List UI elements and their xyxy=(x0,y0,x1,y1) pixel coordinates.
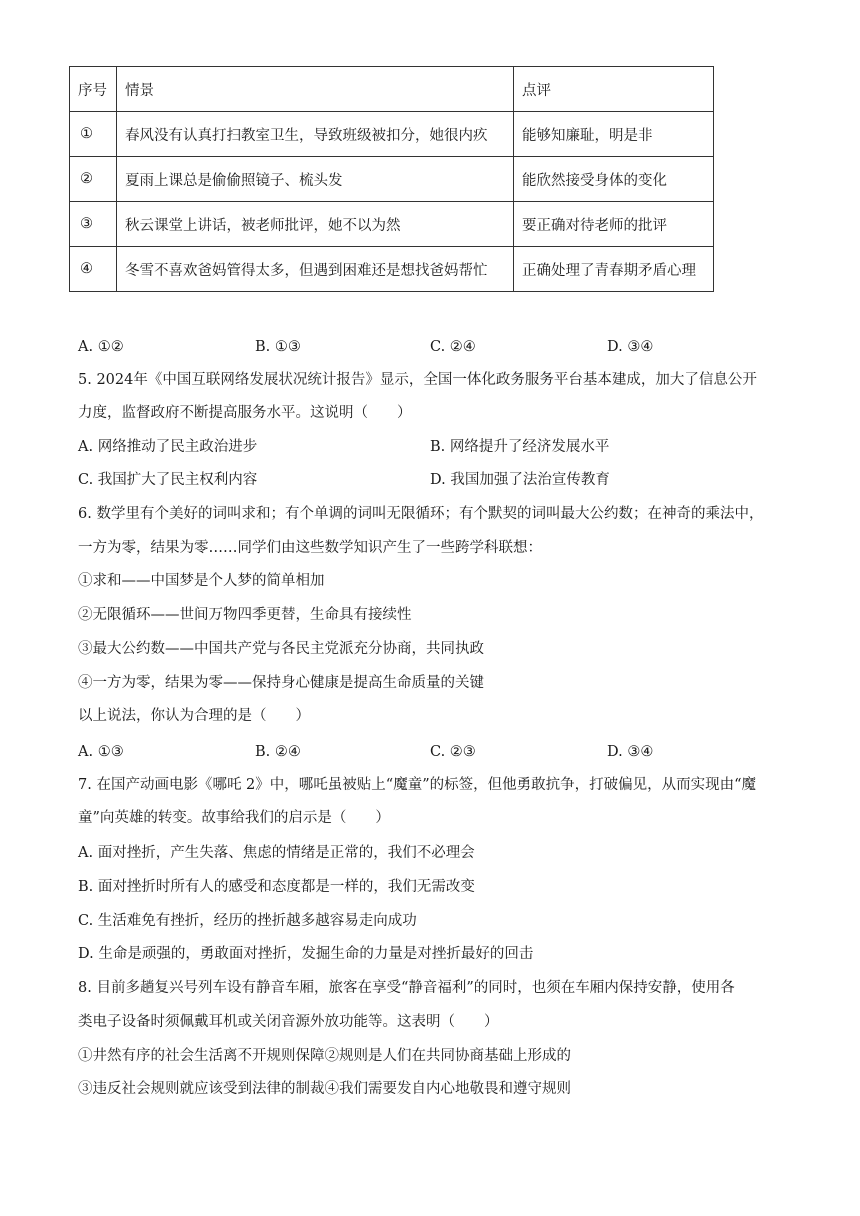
header-scenario: 情景 xyxy=(117,67,514,112)
q7-option-d[interactable]: D. 生命是顽强的，勇敢面对挫折，发掘生命的力量是对挫折最好的回击 xyxy=(78,946,534,962)
q6-option-b[interactable]: B. ②④ xyxy=(255,744,301,760)
q8-items-line1: ①井然有序的社会生活离不开规则保障②规则是人们在共同协商基础上形成的 xyxy=(78,1048,571,1064)
q8-stem-line2: 类电子设备时须佩戴耳机或关闭音源外放功能等。这表明（ ） xyxy=(78,1014,499,1030)
q4-option-d[interactable]: D. ③④ xyxy=(607,339,654,355)
scenario-table xyxy=(69,66,714,292)
q6-option-a[interactable]: A. ①③ xyxy=(78,744,124,760)
q7-stem-line2: 童”向英雄的转变。故事给我们的启示是（ ） xyxy=(78,810,390,826)
q5-stem-line1: 5. 2024年《中国互联网络发展状况统计报告》显示，全国一体化政务服务平台基本建成，加大了信息公开 xyxy=(78,372,757,388)
q6-item-3: ③最大公约数——中国共产党与各民主党派充分协商，共同执政 xyxy=(78,641,484,657)
q5-option-c[interactable]: C. 我国扩大了民主权利内容 xyxy=(78,472,258,488)
q6-item-1: ①求和——中国梦是个人梦的简单相加 xyxy=(78,573,325,589)
q6-option-c[interactable]: C. ②③ xyxy=(430,744,476,760)
table-row xyxy=(70,157,714,202)
row-scenario: 夏雨上课总是偷偷照镜子、梳头发 xyxy=(117,157,514,202)
table-row xyxy=(70,247,714,292)
q5-option-d[interactable]: D. 我国加强了法治宣传教育 xyxy=(430,472,610,488)
q7-stem-line1: 7. 在国产动画电影《哪吒 2》中，哪吒虽被贴上“魔童”的标签，但他勇敢抗争，打破偏见，从而实现由“魔 xyxy=(78,777,757,793)
q7-option-c[interactable]: C. 生活难免有挫折，经历的挫折越多越容易走向成功 xyxy=(78,913,417,929)
row-comment: 要正确对待老师的批评 xyxy=(514,202,714,247)
header-comment: 点评 xyxy=(514,67,714,112)
row-number: ③ xyxy=(70,202,117,247)
q8-stem-line1: 8. 目前多趟复兴号列车设有静音车厢，旅客在享受“静音福利”的同时，也须在车厢内保持安静，使用各 xyxy=(78,980,735,996)
q6-option-d[interactable]: D. ③④ xyxy=(607,744,654,760)
row-scenario: 冬雪不喜欢爸妈管得太多，但遇到困难还是想找爸妈帮忙 xyxy=(117,247,514,292)
row-number: ② xyxy=(70,157,117,202)
row-number: ① xyxy=(70,112,117,157)
row-scenario: 春风没有认真打扫教室卫生，导致班级被扣分，她很内疚 xyxy=(117,112,514,157)
header-number: 序号 xyxy=(70,67,117,112)
table-row xyxy=(70,112,714,157)
table-row xyxy=(70,202,714,247)
q4-option-c[interactable]: C. ②④ xyxy=(430,339,476,355)
row-scenario: 秋云课堂上讲话，被老师批评，她不以为然 xyxy=(117,202,514,247)
q6-item-4: ④一方为零，结果为零——保持身心健康是提高生命质量的关键 xyxy=(78,675,484,691)
row-comment: 能欣然接受身体的变化 xyxy=(514,157,714,202)
q5-stem-line2: 力度，监督政府不断提高服务水平。这说明（ ） xyxy=(78,405,412,421)
row-comment: 正确处理了青春期矛盾心理 xyxy=(514,247,714,292)
q6-item-2: ②无限循环——世间万物四季更替，生命具有接续性 xyxy=(78,607,412,623)
q8-items-line2: ③违反社会规则就应该受到法律的制裁④我们需要发自内心地敬畏和遵守规则 xyxy=(78,1081,571,1097)
q4-option-b[interactable]: B. ①③ xyxy=(255,339,301,355)
q5-option-b[interactable]: B. 网络提升了经济发展水平 xyxy=(430,439,610,455)
q4-option-a[interactable]: A. ①② xyxy=(78,339,124,355)
q6-ask: 以上说法，你认为合理的是（ ） xyxy=(78,708,310,724)
q7-option-b[interactable]: B. 面对挫折时所有人的感受和态度都是一样的，我们无需改变 xyxy=(78,879,475,895)
q6-stem-line1: 6. 数学里有个美好的词叫求和；有个单调的词叫无限循环；有个默契的词叫最大公约数；在神奇的乘法中， xyxy=(78,506,764,522)
q5-option-a[interactable]: A. 网络推动了民主政治进步 xyxy=(78,439,258,455)
q6-stem-line2: 一方为零，结果为零……同学们由这些数学知识产生了一些跨学科联想： xyxy=(78,540,542,556)
q7-option-a[interactable]: A. 面对挫折，产生失落、焦虑的情绪是正常的，我们不必理会 xyxy=(78,845,475,861)
row-comment: 能够知廉耻，明是非 xyxy=(514,112,714,157)
table-header-row xyxy=(70,67,714,112)
row-number: ④ xyxy=(70,247,117,292)
